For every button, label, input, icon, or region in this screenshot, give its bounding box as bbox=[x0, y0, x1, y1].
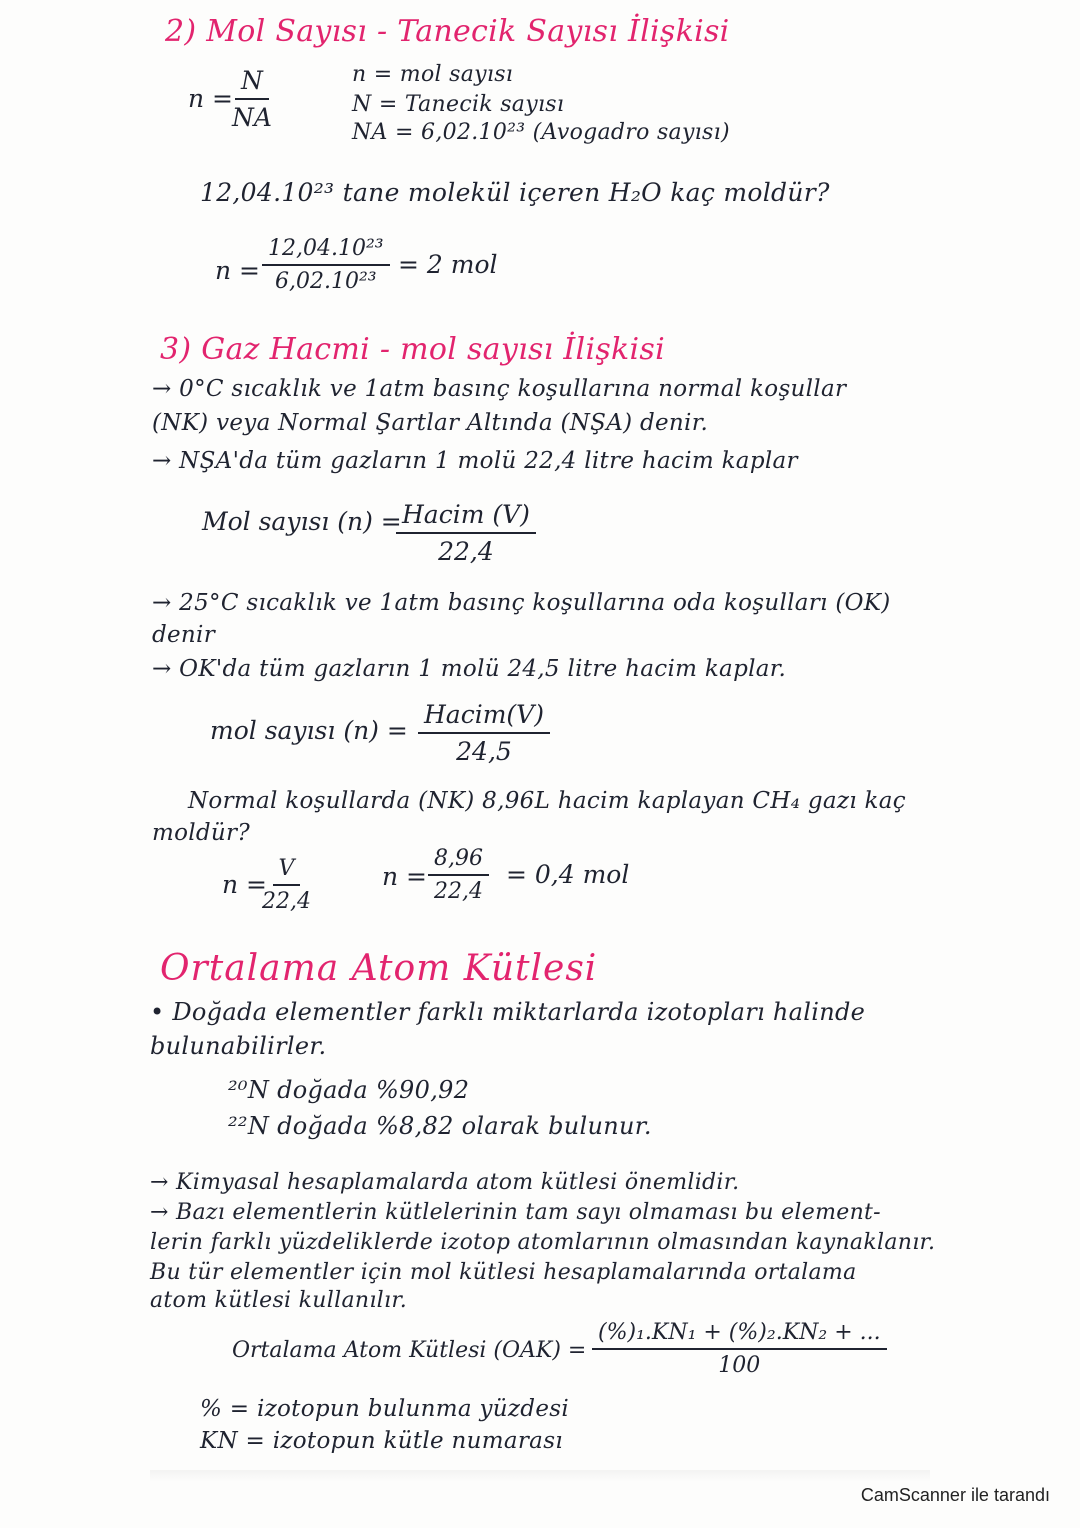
question-methane: Normal koşullarda (NK) 8,96L hacim kaplayan CH₄ gazı kaç bbox=[188, 788, 906, 814]
methane-sol2-fraction bbox=[428, 846, 489, 904]
formula-ntp-lhs: Mol sayısı (n) = bbox=[202, 507, 402, 536]
definition-kn: KN = izotopun kütle numarası bbox=[200, 1428, 563, 1454]
formula-room-fraction bbox=[418, 700, 550, 766]
fraction-denominator: 100 bbox=[718, 1353, 761, 1378]
definition-n: n = mol sayısı bbox=[352, 62, 514, 87]
text-line: denir bbox=[152, 622, 215, 648]
scan-shadow bbox=[150, 1470, 930, 1482]
solution-lhs: n = bbox=[215, 256, 260, 285]
fraction-numerator: Hacim(V) bbox=[418, 700, 550, 734]
fraction-numerator: 8,96 bbox=[428, 846, 489, 876]
scanner-watermark: CamScanner ile tarandı bbox=[860, 1485, 1050, 1505]
fraction-numerator: 12,04.10²³ bbox=[262, 236, 390, 266]
fraction-numerator: (%)₁.KN₁ + (%)₂.KN₂ + ... bbox=[592, 1320, 887, 1350]
question-water-moles: 12,04.10²³ tane molekül içeren H₂O kaç moldür? bbox=[200, 178, 830, 207]
formula-room-lhs: mol sayısı (n) = bbox=[210, 716, 408, 745]
fraction-denominator: 24,5 bbox=[456, 737, 512, 766]
definition-percent: % = izotopun bulunma yüzdesi bbox=[200, 1396, 569, 1422]
text-line: lerin farklı yüzdeliklerde izotop atomlarının olmasından kaynaklanır. bbox=[150, 1230, 936, 1255]
formula-ntp-fraction bbox=[396, 500, 536, 566]
text-line: → Kimyasal hesaplamalarda atom kütlesi önemlidir. bbox=[150, 1170, 740, 1195]
isotope-line: ²⁰N doğada %90,92 bbox=[228, 1076, 470, 1104]
text-line: • Doğada elementler farklı miktarlarda izotopları halinde bbox=[150, 998, 866, 1026]
text-line: Bu tür elementler için mol kütlesi hesaplamalarında ortalama bbox=[150, 1260, 857, 1285]
fraction-denominator: 22,4 bbox=[262, 889, 311, 914]
text-line: (NK) veya Normal Şartlar Altında (NŞA) denir. bbox=[152, 410, 709, 436]
avogadro-formula-fraction bbox=[232, 66, 272, 132]
fraction-denominator: NA bbox=[232, 103, 272, 132]
solution-fraction bbox=[262, 236, 390, 294]
text-line: → 0°C sıcaklık ve 1atm basınç koşullarına normal koşullar bbox=[152, 376, 847, 402]
definition-N: N = Tanecik sayısı bbox=[352, 92, 565, 117]
fraction-denominator: 22,4 bbox=[438, 537, 494, 566]
section-2-title: 2) Mol Sayısı - Tanecik Sayısı İlişkisi bbox=[165, 14, 730, 49]
methane-sol2-lhs: n = bbox=[382, 862, 427, 891]
definition-NA: NA = 6,02.10²³ (Avogadro sayısı) bbox=[352, 120, 730, 145]
fraction-denominator: 6,02.10²³ bbox=[274, 269, 377, 294]
solution-result: = 2 mol bbox=[398, 250, 498, 279]
methane-sol1-lhs: n = bbox=[222, 870, 267, 899]
fraction-numerator: V bbox=[273, 856, 301, 886]
oak-formula-fraction bbox=[592, 1320, 887, 1378]
methane-sol2-result: = 0,4 mol bbox=[506, 860, 630, 889]
section-3-title: 3) Gaz Hacmi - mol sayısı İlişkisi bbox=[160, 332, 666, 367]
methane-sol1-fraction bbox=[262, 856, 311, 914]
fraction-denominator: 22,4 bbox=[434, 879, 483, 904]
text-line: → NŞA'da tüm gazların 1 molü 22,4 litre hacim kaplar bbox=[152, 448, 798, 474]
text-line: atom kütlesi kullanılır. bbox=[150, 1288, 408, 1313]
text-line: → Bazı elementlerin kütlelerinin tam sayı olmaması bu element- bbox=[150, 1200, 881, 1225]
oak-formula-lhs: Ortalama Atom Kütlesi (OAK) = bbox=[232, 1338, 587, 1363]
fraction-numerator: Hacim (V) bbox=[396, 500, 536, 534]
isotope-line: ²²N doğada %8,82 olarak bulunur. bbox=[228, 1112, 652, 1140]
fraction-numerator: N bbox=[235, 66, 269, 100]
question-methane-cont: moldür? bbox=[152, 820, 250, 846]
avogadro-formula-lhs: n = bbox=[188, 84, 233, 113]
section-4-title: Ortalama Atom Kütlesi bbox=[160, 948, 598, 989]
text-line: → 25°C sıcaklık ve 1atm basınç koşullarına oda koşulları (OK) bbox=[152, 590, 891, 616]
text-line: bulunabilirler. bbox=[150, 1032, 327, 1060]
text-line: → OK'da tüm gazların 1 molü 24,5 litre hacim kaplar. bbox=[152, 656, 787, 682]
